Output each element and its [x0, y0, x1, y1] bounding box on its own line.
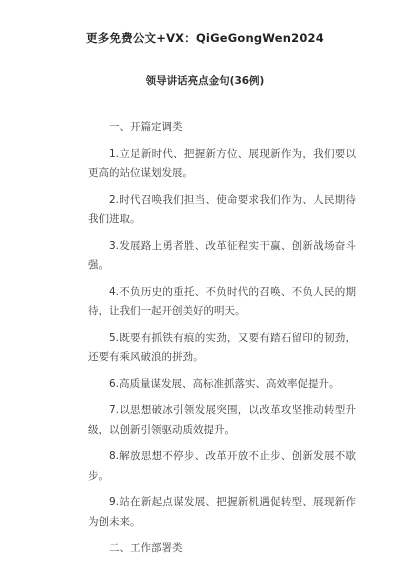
document-body [88, 118, 356, 566]
quote-item: 8.解放思想不停步、改革开放不止步、创新发展不歇步。 [88, 450, 356, 482]
quote-item: 7.以思想破冰引领发展突围，以改革攻坚推动转型升级，以创新引领驱动质效提升。 [88, 404, 356, 436]
section-heading: 一、开篇定调类 [109, 121, 183, 133]
section-heading: 二、工作部署类 [109, 542, 183, 554]
quote-item: 5.既要有抓铁有痕的实劲，又要有踏石留印的韧劲，还要有乘风破浪的拼劲。 [88, 331, 356, 363]
quote-item: 1.立足新时代、把握新方位、展现新作为，我们要以更高的站位谋划发展。 [88, 147, 356, 179]
document-title: 领导讲话亮点金句(36例) [145, 75, 265, 87]
promo-header: 更多免费公文+VX：QiGeGongWen2024 [86, 31, 324, 45]
quote-item: 3.发展路上勇者胜、改革征程实干赢、创新战场奋斗强。 [88, 239, 356, 271]
quote-item: 6.高质量谋发展、高标准抓落实、高效率促提升。 [109, 377, 340, 390]
quote-item: 9.站在新起点谋发展、把握新机遇促转型、展现新作为创未来。 [88, 496, 356, 528]
quote-item: 4.不负历史的重托、不负时代的召唤、不负人民的期待，让我们一起开创美好的明天。 [88, 285, 356, 317]
quote-item: 2.时代召唤我们担当、使命要求我们作为、人民期待我们进取。 [88, 193, 356, 225]
